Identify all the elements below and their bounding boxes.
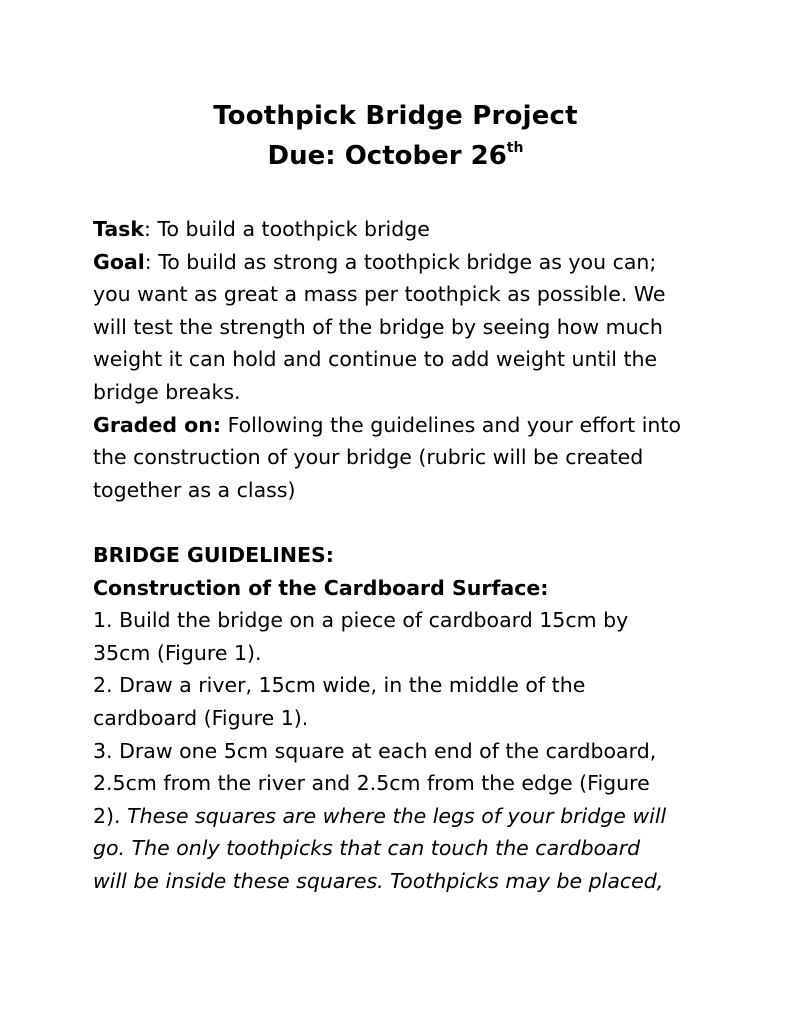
- step-2-line-1: 2. Draw a river, 15cm wide, in the middle of the: [93, 673, 586, 698]
- graded-line-3: together as a class): [93, 477, 296, 502]
- graded-line-2: the construction of your bridge (rubric will be created: [93, 445, 644, 470]
- step-3-line-3-italic: These squares are where the legs of your bridge will: [127, 803, 667, 828]
- graded-text-1: Following the guidelines and your effort into: [221, 412, 681, 437]
- step-1-line-2: 35cm (Figure 1).: [93, 640, 262, 665]
- due-date-superscript: th: [506, 140, 524, 156]
- graded-line-1: [93, 409, 713, 442]
- goal-label: Goal: [93, 249, 145, 274]
- goal-line-1: [93, 246, 713, 279]
- step-2-line-2: cardboard (Figure 1).: [93, 705, 309, 730]
- title-block: [0, 96, 791, 176]
- graded-label: Graded on:: [93, 412, 222, 437]
- construction-heading: Construction of the Cardboard Surface:: [93, 575, 549, 600]
- guidelines-heading: BRIDGE GUIDELINES:: [93, 542, 334, 567]
- step-3-line-4: go. The only toothpicks that can touch the cardboard: [93, 836, 641, 861]
- step-1-line-1: 1. Build the bridge on a piece of cardboard 15cm by: [93, 608, 629, 633]
- step-3-line-5: will be inside these squares. Toothpicks may be placed,: [93, 868, 664, 893]
- goal-text-1: : To build as strong a toothpick bridge as you can;: [144, 249, 657, 274]
- task-label: Task: [93, 217, 145, 241]
- page-title: Toothpick Bridge Project: [213, 101, 578, 131]
- step-3-line-2: 2.5cm from the river and 2.5cm from the edge (Figure: [93, 771, 650, 796]
- due-date-label: Due: October 26: [267, 141, 507, 171]
- paragraph-spacer: [93, 506, 713, 539]
- due-date: [0, 136, 791, 176]
- step-3-line-3-plain: 2).: [93, 803, 128, 828]
- step-3-line-3: [93, 800, 713, 833]
- goal-line-2: you want as great a mass per toothpick as possible. We: [93, 282, 666, 307]
- goal-line-3: will test the strength of the bridge by seeing how much: [93, 314, 663, 339]
- step-3-line-1: 3. Draw one 5cm square at each end of the cardboard,: [93, 738, 657, 763]
- task-line: [93, 213, 713, 246]
- document-body: [93, 213, 713, 897]
- task-text: : To build a toothpick bridge: [144, 217, 430, 241]
- goal-line-5: bridge breaks.: [93, 379, 241, 404]
- goal-line-4: weight it can hold and continue to add weight until the: [93, 347, 658, 372]
